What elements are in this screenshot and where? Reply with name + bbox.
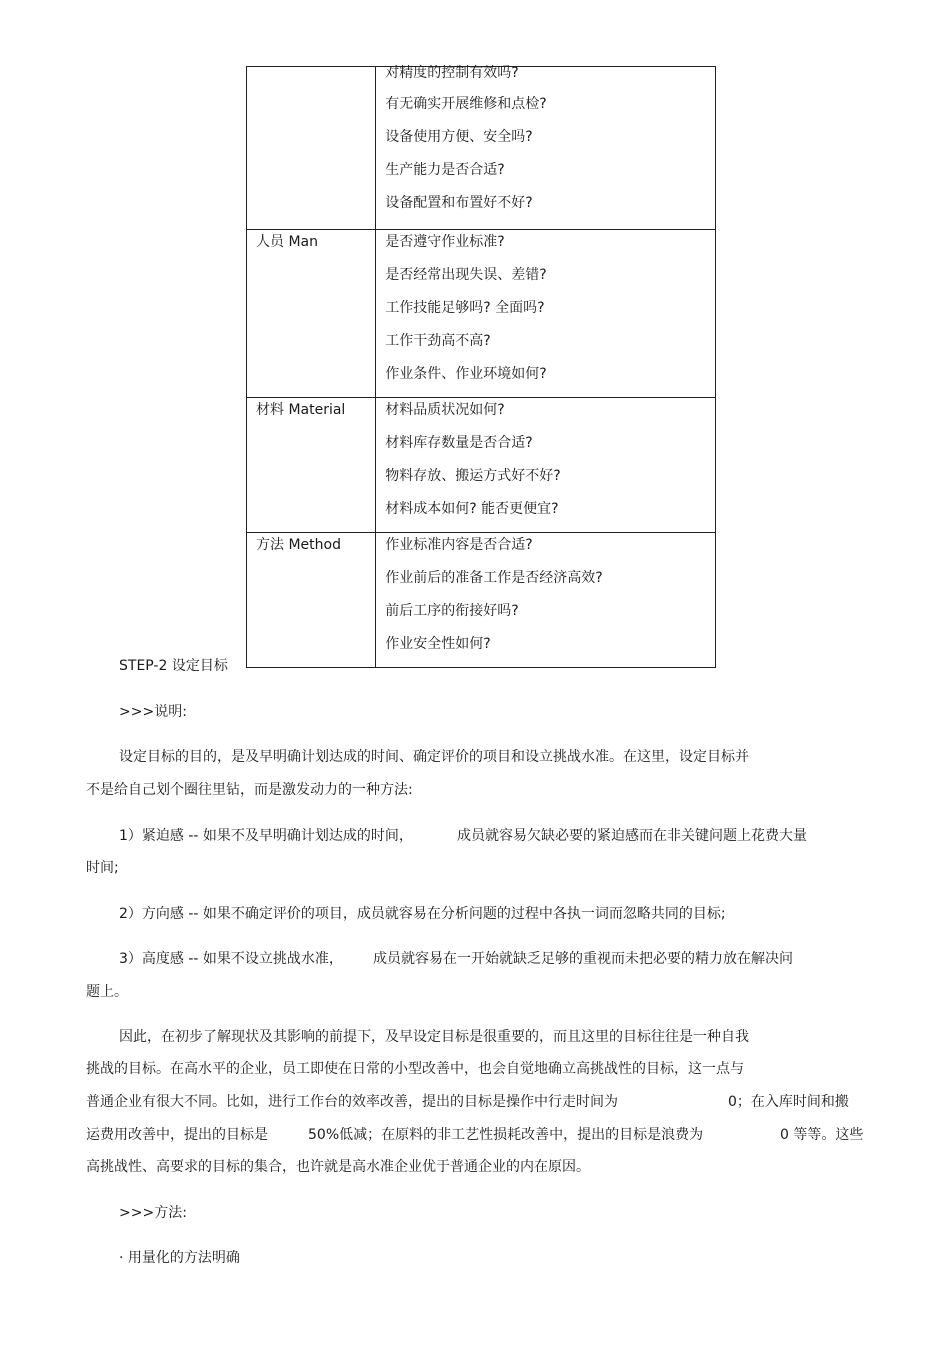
table-row-man (247, 230, 716, 398)
question-item: 工作技能足够吗? 全面吗? (385, 300, 545, 316)
question-item: 有无确实开展维修和点检? (385, 96, 547, 112)
conclusion-line: 挑战的目标。在高水平的企业，员工即使在日常的小型改善中，也会自觉地确立高挑战性的目标，这一点与 (86, 1061, 744, 1077)
point-3-line: 题上。 (86, 984, 128, 1000)
question-item: 作业条件、作业环境如何? (385, 366, 547, 382)
conclusion-line: 50%低减；在原料的非工艺性损耗改善中，提出的目标是浪费为 (308, 1127, 704, 1143)
questions-cell (376, 398, 716, 533)
intro-line: 设定目标的目的，是及早明确计划达成的时间、确定评价的项目和设立挑战水准。在这里，设定目标并 (119, 749, 749, 765)
point-1-line: 成员就容易欠缺必要的紧迫感而在非关键问题上花费大量 (457, 828, 807, 844)
point-3-line: 3）高度感 -- 如果不设立挑战水准， (119, 951, 343, 967)
question-item: 对精度的控制有效吗? (385, 65, 519, 81)
conclusion-line: 0；在入库时间和搬 (728, 1094, 849, 1110)
step-heading: STEP-2 设定目标 (119, 658, 228, 674)
question-item: 前后工序的衔接好吗? (385, 603, 519, 619)
conclusion-line: 因此，在初步了解现状及其影响的前提下，及早设定目标是很重要的，而且这里的目标往往是一种自我 (119, 1029, 749, 1045)
question-item: 材料品质状况如何? (385, 402, 505, 418)
question-item: 材料成本如何? 能否更便宜? (385, 501, 559, 517)
questions-cell (376, 67, 716, 230)
questions-cell (376, 533, 716, 668)
question-item: 材料库存数量是否合适? (385, 435, 533, 451)
explain-label: >>>说明: (119, 704, 187, 720)
question-item: 作业前后的准备工作是否经济高效? (385, 570, 603, 586)
point-1-line: 时间; (86, 860, 119, 876)
intro-line: 不是给自己划个圈往里钻，而是激发动力的一种方法: (86, 782, 413, 798)
question-item: 作业标准内容是否合适? (385, 537, 533, 553)
conclusion-line: 普通企业有很大不同。比如，进行工作台的效率改善，提出的目标是操作中行走时间为 (86, 1094, 618, 1110)
category-cell (247, 67, 376, 230)
bullet-item: · 用量化的方法明确 (119, 1250, 240, 1266)
question-list (376, 533, 715, 667)
point-3-line: 成员就容易在一开始就缺乏足够的重视而未把必要的精力放在解决问 (373, 951, 793, 967)
question-item: 设备配置和布置好不好? (385, 195, 533, 211)
conclusion-line: 0 等等。这些 (780, 1127, 864, 1143)
category-cell: 方法 Method (247, 533, 376, 668)
checklist-table (246, 66, 716, 668)
table-row-equipment (247, 67, 716, 230)
category-cell: 人员 Man (247, 230, 376, 398)
conclusion-line: 高挑战性、高要求的目标的集合，也许就是高水准企业优于普通企业的内在原因。 (86, 1159, 590, 1175)
point-2-line: 2）方向感 -- 如果不确定评价的项目，成员就容易在分析问题的过程中各执一词而忽略共同的目标; (119, 906, 726, 922)
question-item: 作业安全性如何? (385, 636, 491, 652)
question-item: 工作干劲高不高? (385, 333, 491, 349)
point-1-line: 1）紧迫感 -- 如果不及早明确计划达成的时间， (119, 828, 413, 844)
question-list (376, 63, 715, 226)
conclusion-line: 运费用改善中，提出的目标是 (86, 1127, 268, 1143)
question-item: 是否遵守作业标准? (385, 234, 505, 250)
table-row-material (247, 398, 716, 533)
question-list (376, 398, 715, 532)
question-item: 物料存放、搬运方式好不好? (385, 468, 561, 484)
category-cell: 材料 Material (247, 398, 376, 533)
table-row-method (247, 533, 716, 668)
question-list (376, 230, 715, 397)
question-item: 是否经常出现失误、差错? (385, 267, 547, 283)
question-item: 生产能力是否合适? (385, 162, 505, 178)
questions-cell (376, 230, 716, 398)
question-item: 设备使用方便、安全吗? (385, 129, 533, 145)
method-label: >>>方法: (119, 1205, 187, 1221)
